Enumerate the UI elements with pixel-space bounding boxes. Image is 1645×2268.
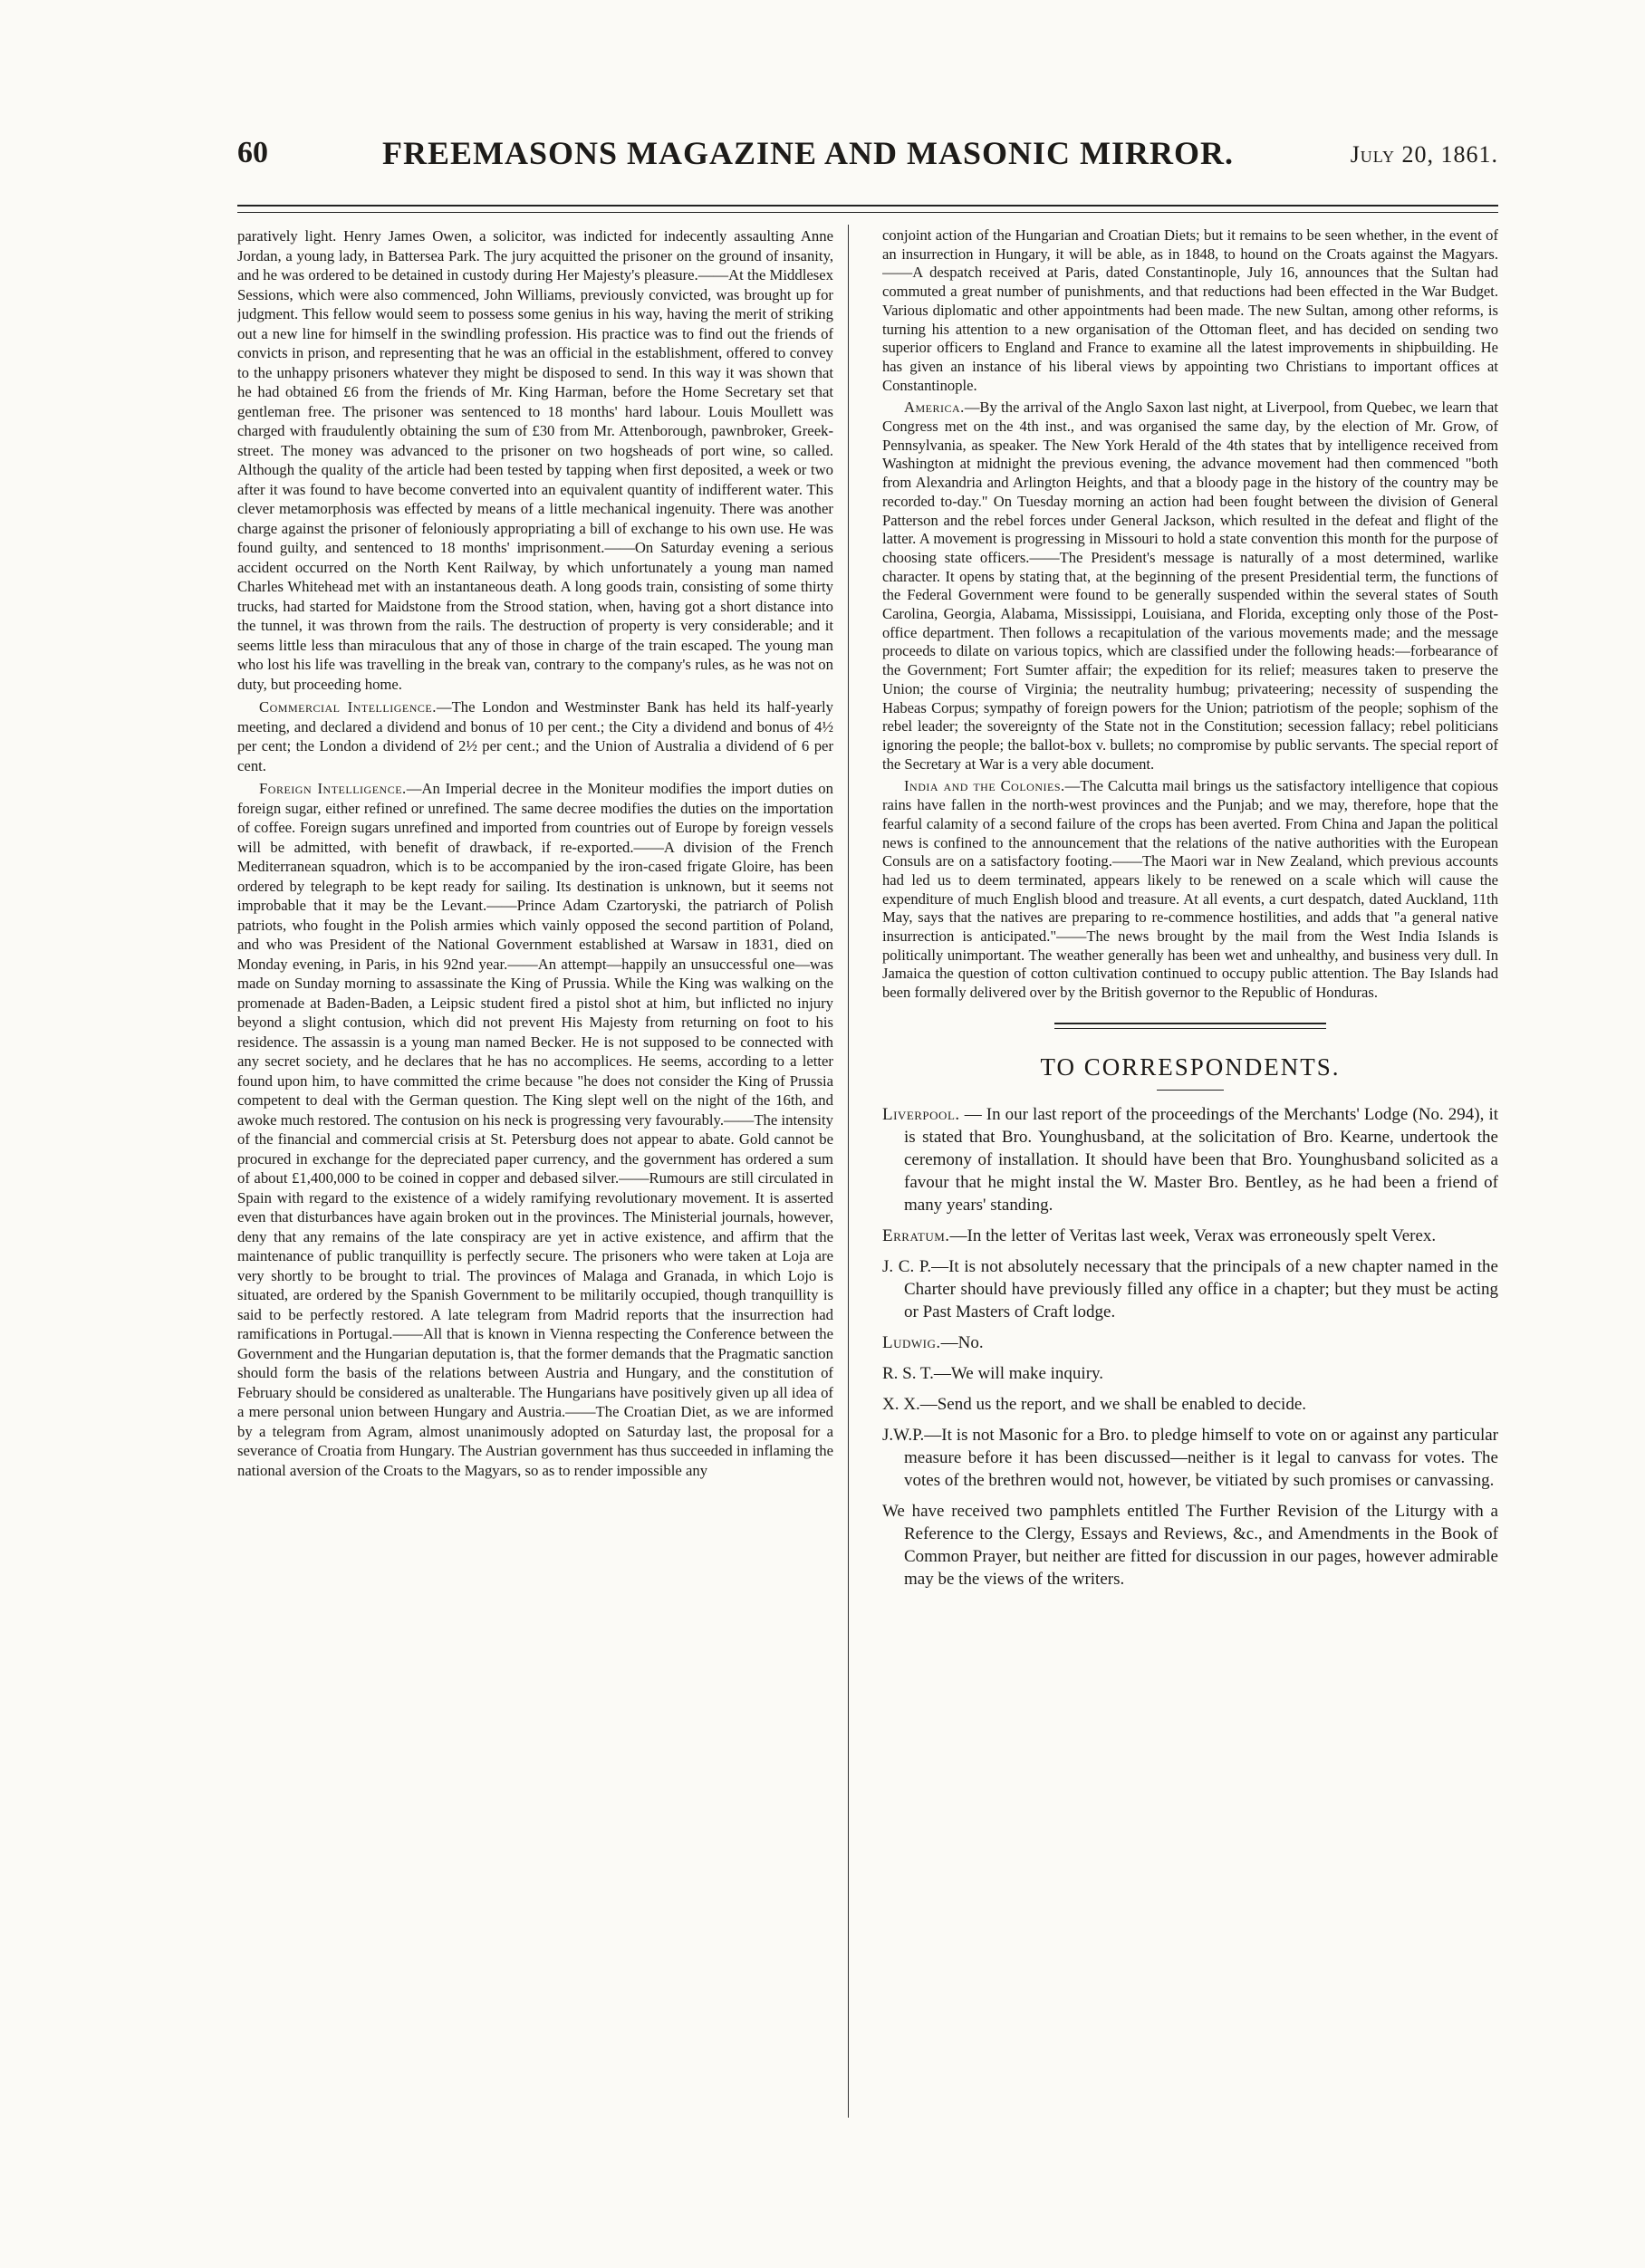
issue-date: July 20, 1861. [1350,141,1498,168]
correspondent-reply: —We will make inquiry. [933,1363,1104,1383]
correspondent-entry [882,1393,1498,1416]
correspondent-reply: —No. [940,1332,984,1352]
correspondent-entry [882,1362,1498,1385]
correspondent-entry [882,1225,1498,1247]
correspondent-name: Liverpool. [882,1104,960,1124]
correspondents-list [882,1103,1498,1590]
correspondent-name: J. C. P. [882,1256,932,1276]
paragraph-body: —An Imperial decree in the Moniteur modifies the import duties on foreign sugar, either refined or unrefined. The same decree modifies the duties on the importation of coffee. Foreign sugars unrefined and imported from countries out of Europe by foreign vessels will be admitted, with benefit of drawback, if re-exported.——A division of the French Mediterranean squadron, which is to be accompanied by the iron-cased frigate Gloire, has been ordered by telegraph to be kept ready for sailing. Its destination is unknown, but it seems not improbable that it may be the Levant.——Prince Adam Czartoryski, the patriarch of Polish patriots, who fought in the Polish armies which vainly opposed the second partition of Poland, and who was President of the National Government established at Warsaw in 1831, died on Monday evening, in Paris, in his 92nd year.——An attempt—happily an unsuccessful one—was made on Sunday morning to assassinate the King of Prussia. While the King was walking on the promenade at Baden-Baden, a Leipsic student fired a pistol shot at him, but inflicted no injury beyond a slight contusion, which did not prevent His Majesty from returning on foot to his residence. The assassin is a young man named Becker. He is not supposed to be connected with any secret society, and he declares that he has no accomplices. He seems, according to a letter found upon him, to have committed the crime because "he does not consider the King of Prussia competent to deal with the German question. The King slept well on the night of the 16th, and awoke much restored. The contusion on his neck is progressing very favourably.——The intensity of the financial and commercial crisis at St. Petersburg does not appear to abate. Gold cannot be procured in exchange for the depreciated paper currency, and the government has ordered a sum of about £1,400,000 to be coined in copper and debased silver.——Rumours are still circulated in Spain with regard to the existence of a widely ramifying revolutionary movement. It is asserted even that disturbances have again broken out in the provinces. The Ministerial journals, however, deny that any remains of the late conspiracy are yet in active existence, and affirm that the maintenance of public tranquillity is perfectly secure. The prisoners who were taken at Loja are very shortly to be brought to trial. The provinces of Malaga and Granada, in which Lojo is situated, are ordered by the Spanish Government to be militarily occupied, though tranquillity is said to be perfectly restored. A late telegram from Madrid reports that the insurrection had ramifications in Portugal.——All that is known in Vienna respecting the Conference between the Government and the Hungarian deputation is, that the former demands that the Pragmatic sanction should form the basis of the relations between Austria and Hungary, and the constitution of February should be considered as unalterable. The Hungarians have positively given up all idea of a mere personal union between Hungary and Austria.——The Croatian Diet, as we are informed by a telegram from Agram, almost unanimously adopted on Saturday last, the proposal for a severance of Croatia from Hungary. The Austrian government has thus succeeded in inflaming the national aversion of the Croats to the Magyars, so as to render impossible any [237,780,833,1479]
correspondent-name: R. S. T. [882,1363,934,1383]
paragraph-body: —The Calcutta mail brings us the satisfactory intelligence that copious rains have fallen in the north-west provinces and the Punjab; and we may, therefore, hope that the fearful calamity of a second failure of the crops has been averted. From China and Japan the political news is confined to the announcement that the relations of the native authorities with the European Consuls are on a satisfactory footing.——The Maori war in New Zealand, which previous accounts had led us to deem terminated, appears likely to be renewed on a scale which will cause the expenditure of much English blood and treasure. At all events, a curt despatch, dated Auckland, 11th May, says that the natives are preparing to re-commence hostilities, and adds that "a general native insurrection is anticipated."——The news brought by the mail from the West India Islands is politically unimportant. The weather generally has been wet and unhealthy, and business very dull. In Jamaica the question of cotton cultivation continued to occupy public attention. The Bay Islands had been formally delivered over by the British governor to the Republic of Honduras. [882,777,1498,1002]
header-rule-thick [237,205,1498,207]
commercial-intelligence-paragraph [237,697,833,775]
section-lead: Foreign Intelligence. [259,780,407,797]
section-separator [1054,1023,1326,1029]
correspondent-reply: —In the letter of Veritas last week, Verax was erroneously spelt Verex. [949,1225,1437,1245]
correspondent-entry [882,1331,1498,1354]
heading-underline [1157,1090,1224,1091]
article-paragraph: conjoint action of the Hungarian and Croatian Diets; but it remains to be seen whether, in the event of an insurrection in Hungary, it will be able, as in 1848, to hound on the Croats against the Magyars.——A despatch received at Paris, dated Constantinople, July 16, announces that the Sultan had commuted a great number of punishments, and that reductions had been effected in the War Budget. Various diplomatic and other appointments had been made. The new Sultan, among other reforms, is turning his attention to a new organisation of the Ottoman fleet, and has decided on sending two superior officers to England and France to examine all the latest improvements in shipbuilding. He has given an instance of his liberal views by appointing two Christians to important offices at Constantinople. [882,226,1498,394]
paragraph-body: —The London and Westminster Bank has held its half-yearly meeting, and declared a dividend and bonus of 10 per cent.; the City a dividend and bonus of 4½ per cent; the London a dividend of 2½ per cent.; and the Union of Australia a dividend of 6 per cent. [237,698,833,774]
correspondents-heading: TO CORRESPONDENTS. [1040,1052,1341,1081]
correspondent-reply: — In our last report of the proceedings of the Merchants' Lodge (No. 294), it is stated that Bro. Younghusband, at the solicitation of Bro. Kearne, undertook the ceremony of installation. It should have been that Bro. Younghusband solicited as a favour that he might instal the W. Master Bro. Bentley, as he had been a friend of many years' standing. [904,1104,1498,1215]
correspondent-name: J.W.P. [882,1425,925,1445]
header-rule-thin [237,212,1498,213]
correspondent-name: Erratum. [882,1225,950,1245]
foreign-intelligence-paragraph [237,779,833,1480]
america-paragraph [882,399,1498,774]
india-colonies-paragraph [882,777,1498,1002]
section-lead: Commercial Intelligence. [259,698,437,716]
left-column [237,226,833,2147]
article-paragraph: paratively light. Henry James Owen, a solicitor, was indicted for indecently assaulting Anne Jordan, a young lady, in Battersea Park. The jury acquitted the prisoner on the ground of insanity, and he was ordered to be detained in custody during Her Majesty's pleasure.——At the Middlesex Sessions, which were also commenced, John Williams, previously convicted, was brought up for judgment. This fellow would seem to possess some genius in his way, having the merit of striking out a new line for himself in the swindling profession. His practice was to find out the friends of convicts in prison, and representing that he was an official in the establishment, offered to convey to the unhappy prisoners whatever they might be disposed to send. In this way it was shown that he had obtained £6 from the friends of Mr. King Harman, before the Home Secretary set that gentleman free. The prisoner was sentenced to 18 months' hard labour. Louis Moullett was charged with fraudulently obtaining the sum of £30 from Mr. Attenborough, pawnbroker, Greek-street. The money was advanced to the prisoner on two hogsheads of port wine, so called. Although the quality of the article had been tested by tapping when first deposited, a week or two after it was found to have become converted into an equivalent quantity of indifferent water. This clever metamorphosis was effected by means of a little mechanical ingenuity. There was another charge against the prisoner of feloniously appropriating a bill of exchange to his own use. He was found guilty, and sentenced to 18 months' imprisonment.——On Saturday evening a serious accident occurred on the North Kent Railway, by which unfortunately a young man named Charles Whitehead met with an instantaneous death. A long goods train, consisting of some thirty trucks, had started for Maidstone from the Strood station, when, having got a short distance into the tunnel, it was thrown from the rails. The destruction of property is very considerable; and it seems little less than miraculous that any of those in charge of the train escaped. The young man who lost his life was travelling in the break van, contrary to the company's rules, as he was not on duty, but proceeding home. [237,227,833,693]
page-number: 60 [237,136,268,169]
correspondent-name: X. X. [882,1394,920,1414]
correspondent-entry [882,1424,1498,1492]
correspondent-entry [882,1103,1498,1216]
section-lead: America. [904,399,965,417]
masthead-title: FREEMASONS MAGAZINE AND MASONIC MIRROR. [382,135,1235,171]
column-divider [848,225,849,2118]
page-header [237,134,1498,188]
correspondent-reply: We have received two pamphlets entitled The Further Revision of the Liturgy with a Reference to the Clergy, Essays and Reviews, &c., and Amendments in the Book of Common Prayer, but neither are fitted for discussion in our pages, however admirable may be the views of the writers. [882,1501,1498,1589]
section-lead: India and the Colonies. [904,777,1065,795]
correspondent-entry [882,1255,1498,1323]
correspondent-reply: —It is not Masonic for a Bro. to pledge himself to vote on or against any particular measure before it has been discussed—neither is it legal to canvass for votes. The votes of the brethren would not, however, be vitiated by such promises or canvassing. [904,1425,1498,1490]
correspondent-name: Ludwig. [882,1332,941,1352]
correspondent-reply: —Send us the report, and we shall be enabled to decide. [919,1394,1307,1414]
correspondent-reply: —It is not absolutely necessary that the principals of a new chapter named in the Charter should have previously filled any office in a chapter; but they must be acting or Past Masters of Craft lodge. [904,1256,1498,1321]
right-column [882,226,1498,2147]
correspondent-entry [882,1500,1498,1590]
paragraph-body: —By the arrival of the Anglo Saxon last night, at Liverpool, from Quebec, we learn that Congress met on the 4th inst., and was organised the same day, by the election of Mr. Grow, of Pennsylvania, as speaker. The New York Herald of the 4th states that by intelligence received from Washington at midnight the previous evening, the advance movement had then commenced "both from Alexandria and Arlington Heights, and that a bloody page in the history of the country may be recorded to-day." On Tuesday morning an action had been fought between the division of General Patterson and the rebel forces under General Jackson, which resulted in the defeat and flight of the latter. A movement is progressing in Missouri to hold a state convention this month for the purpose of choosing state officers.——The President's message is naturally of a most determined, warlike character. It opens by stating that, at the beginning of the present Presidential term, the functions of the Federal Government were found to be generally suspended within the several states of South Carolina, Georgia, Alabama, Mississippi, Louisiana, and Florida, excepting only those of the Post-office department. Then follows a recapitulation of the various movements made; and the message proceeds to dilate on various topics, which are classified under the following heads:—forbearance of the Government; Fort Sumter affair; the expedition for its relief; measures taken to preserve the Union; the course of Virginia; the neutrality humbug; privateering; necessity of suspending the Habeas Corpus; sympathy of foreign powers for the Union; patriotism of the people; sophism of the rebel leader; the sovereignty of the State not in the Constitution; secession fallacy; rebel politicians ignoring the people; the ballot-box v. bullets; no compromise by public servants. The special report of the Secretary at War is a very able document. [882,399,1498,773]
